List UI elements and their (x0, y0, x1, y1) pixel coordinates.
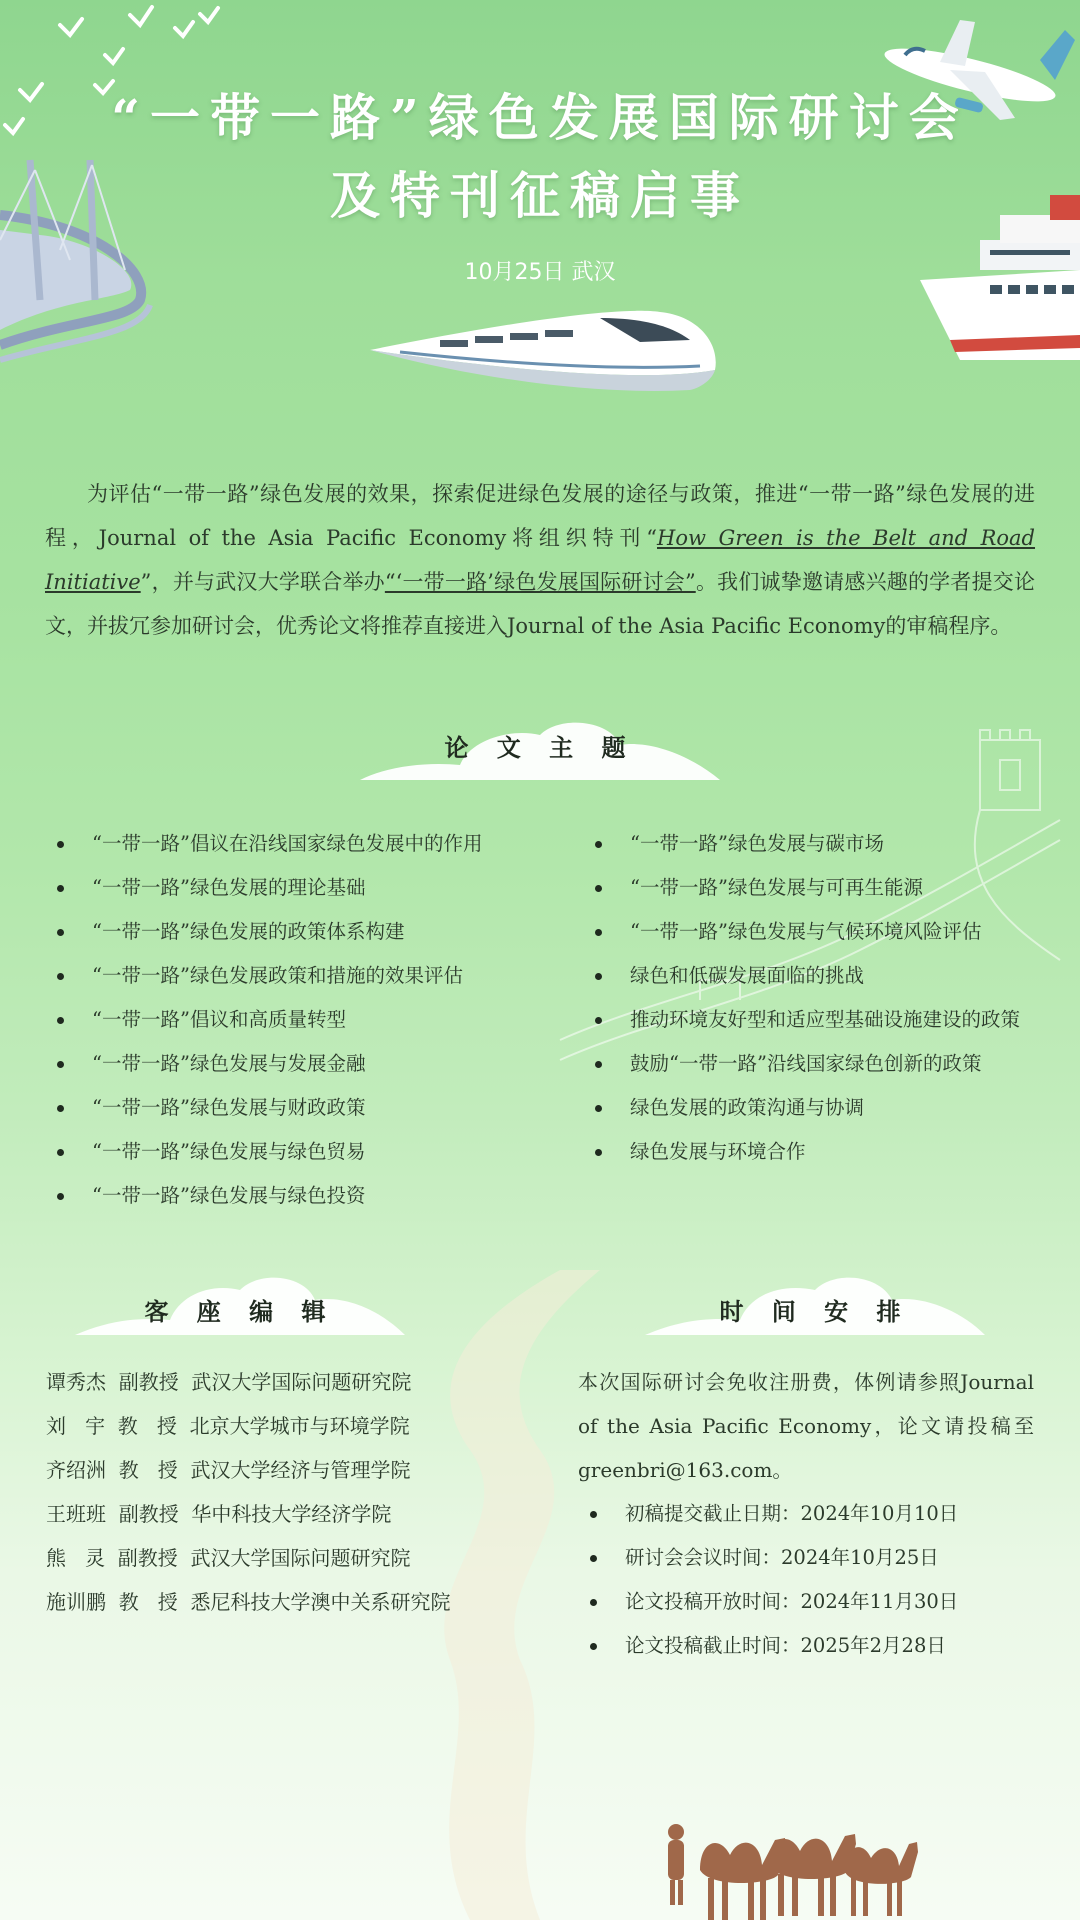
seminar-name[interactable]: “‘一带一路’绿色发展国际研讨会” (384, 570, 696, 594)
list-item: “一带一路”绿色发展与发展金融 (45, 1042, 565, 1086)
list-item: “一带一路”倡议在沿线国家绿色发展中的作用 (45, 822, 565, 866)
editor-row: 熊 灵 副教授 武汉大学国际问题研究院 (46, 1546, 411, 1570)
list-item: 绿色发展与环境合作 (583, 1130, 1043, 1174)
list-item: “一带一路”倡议和高质量转型 (45, 998, 565, 1042)
list-item: 绿色发展的政策沟通与协调 (583, 1086, 1043, 1130)
list-item: “一带一路”绿色发展政策和措施的效果评估 (45, 954, 565, 998)
topics-heading: 论 文 主 题 (444, 733, 636, 762)
list-item: “一带一路”绿色发展与碳市场 (583, 822, 1043, 866)
list-item: “一带一路”绿色发展的理论基础 (45, 866, 565, 910)
list-item: “一带一路”绿色发展与气候环境风险评估 (583, 910, 1043, 954)
schedule-list (578, 1492, 1048, 1668)
page-title-line1: “一带一路”绿色发展国际研讨会 (111, 88, 969, 147)
topics-left-list (45, 822, 565, 1218)
list-item: 鼓励“一带一路”沿线国家绿色创新的政策 (583, 1042, 1043, 1086)
list-item: “一带一路”绿色发展的政策体系构建 (45, 910, 565, 954)
editor-row: 王班班 副教授 华中科技大学经济学院 (46, 1502, 392, 1526)
editor-row: 谭秀杰 副教授 武汉大学国际问题研究院 (46, 1370, 412, 1394)
list-item: 论文投稿开放时间：2024年11月30日 (578, 1580, 1048, 1624)
list-item: 论文投稿截止时间：2025年2月28日 (578, 1624, 1048, 1668)
high-speed-train-icon (370, 311, 716, 391)
list-item: 推动环境友好型和适应型基础设施建设的政策 (583, 998, 1043, 1042)
winding-road (444, 1270, 600, 1920)
intro-text-3: 。我们诚挚邀请感兴趣的学者提交论文，并拔冗参加研讨会，优秀论文将推荐直接进入Journal of the Asia Pacific Economy的审稿程序。 (45, 570, 1035, 638)
topics-right-list (583, 822, 1043, 1174)
list-item: “一带一路”绿色发展与可再生能源 (583, 866, 1043, 910)
intro-text-2: ”，并与武汉大学联合举办 (140, 570, 385, 594)
special-issue-title[interactable]: How Green is the Belt and Road Initiative (45, 526, 1036, 594)
intro-text-1: 为评估“一带一路”绿色发展的效果，探索促进绿色发展的途径与政策，推进“一带一路”绿色发展的进程，Journal of the Asia Pacific Economy将组织特刊“ (45, 482, 1035, 550)
list-item: 绿色和低碳发展面临的挑战 (583, 954, 1043, 998)
list-item: 初稿提交截止日期：2024年10月10日 (578, 1492, 1048, 1536)
list-item: “一带一路”绿色发展与绿色贸易 (45, 1130, 565, 1174)
schedule-intro: 本次国际研讨会免收注册费，体例请参照Journal of the Asia Pacific Economy，论文请投稿至greenbri@163.com。 (578, 1370, 1034, 1482)
page-title-line2: 及特刊征稿启事 (330, 166, 750, 225)
editor-row: 施训鹏 教 授 悉尼科技大学澳中关系研究院 (46, 1590, 451, 1614)
editors-heading: 客 座 编 辑 (144, 1297, 336, 1326)
date-location: 10月25日 武汉 (464, 260, 616, 285)
intro-paragraph (45, 472, 1035, 648)
list-item: “一带一路”绿色发展与绿色投资 (45, 1174, 565, 1218)
list-item: 研讨会会议时间：2024年10月25日 (578, 1536, 1048, 1580)
schedule-heading: 时 间 安 排 (719, 1297, 911, 1326)
list-item: “一带一路”绿色发展与财政政策 (45, 1086, 565, 1130)
camel-caravan-icon (668, 1824, 918, 1920)
editor-row: 齐绍洲 教 授 武汉大学经济与管理学院 (46, 1458, 411, 1482)
editor-row: 刘 宇 教 授 北京大学城市与环境学院 (46, 1414, 410, 1438)
